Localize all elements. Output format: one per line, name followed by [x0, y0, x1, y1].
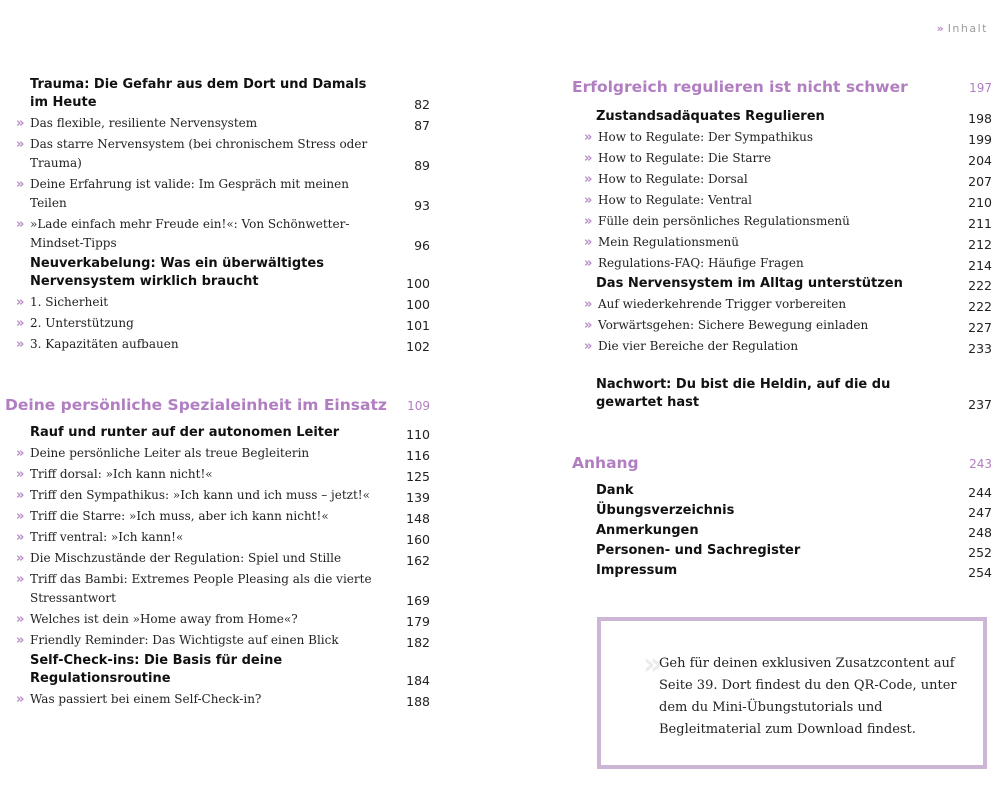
section-title: Erfolgreich regulieren ist nicht schwer [572, 78, 908, 96]
toc-entry [584, 212, 992, 231]
toc-entry-page: 227 [968, 320, 992, 335]
toc-entry-label: Deine Erfahrung ist valide: Im Gespräch mit meinen Teilen [30, 177, 349, 210]
toc-entry-text [16, 293, 382, 312]
info-box-text: Geh für deinen exklusiven Zusatzcontent auf Seite 39. Dort findest du den QR-Code, unter dem du Mini-Übungstutorials und Begleitmaterial zum Download findest. [659, 656, 957, 737]
chevron-icon: » [16, 488, 25, 503]
toc-group [572, 482, 992, 580]
toc-entry-page: 233 [968, 341, 992, 356]
toc-entry-text [584, 233, 944, 252]
toc-entry-text: Zustandsadäquates Regulieren [596, 109, 825, 124]
chevron-icon: » [16, 572, 25, 587]
toc-entry-text [16, 507, 382, 526]
chevron-icon: » [584, 151, 593, 166]
toc-entry [16, 444, 430, 463]
toc-entry-label: Mein Regulationsmenü [598, 235, 740, 249]
toc-entry-text [16, 175, 382, 213]
toc-entry-label: How to Regulate: Dorsal [598, 172, 748, 186]
toc-entry-text [16, 114, 382, 133]
toc-entry-label: Triff den Sympathikus: »Ich kann und ich muss – jetzt!« [30, 488, 370, 502]
toc-entry-label: How to Regulate: Ventral [598, 193, 752, 207]
chevron-icon: » [584, 256, 593, 271]
toc-entry-text [16, 335, 382, 354]
toc-entry-label: Deine persönliche Leiter als treue Begleiterin [30, 446, 310, 460]
toc-entry [16, 135, 430, 173]
toc-group [572, 108, 992, 356]
toc-entry-text: Trauma: Die Gefahr aus dem Dort und Damals im Heute [30, 77, 367, 110]
toc-group [0, 424, 430, 709]
toc-entry-text [584, 170, 944, 189]
toc-entry-label: Fülle dein persönliches Regulationsmenü [598, 214, 850, 228]
chevron-icon: » [16, 551, 25, 566]
toc-entry-nachwort [596, 376, 992, 412]
toc-entry-text [16, 314, 382, 333]
toc-entry [30, 424, 430, 442]
toc-entry-page: 116 [406, 448, 430, 463]
section-title: Anhang [572, 454, 639, 472]
toc-entry-label: Die Mischzustände der Regulation: Spiel und Stille [30, 551, 342, 565]
toc-entry-text: Impressum [596, 563, 678, 578]
toc-entry-text [584, 337, 944, 356]
toc-entry [16, 175, 430, 213]
toc-entry [584, 254, 992, 273]
toc-entry-label: Friendly Reminder: Das Wichtigste auf einen Blick [30, 633, 339, 647]
chevron-icon: » [16, 116, 25, 131]
toc-right-column [572, 78, 992, 582]
toc-entry-text [584, 316, 944, 335]
chevron-icon: » [584, 130, 593, 145]
toc-entry [30, 255, 430, 291]
toc-entry-text: Das Nervensystem im Alltag unterstützen [596, 276, 903, 291]
toc-entry [584, 128, 992, 147]
info-box [597, 617, 987, 769]
section-title: Deine persönliche Spezialeinheit im Einsatz [5, 396, 387, 414]
toc-entry-page: 101 [406, 318, 430, 333]
toc-entry-page: 100 [406, 276, 430, 291]
toc-entry-text: Nachwort: Du bist die Heldin, auf die du gewartet hast [596, 377, 891, 410]
toc-entry [596, 482, 992, 500]
toc-entry [596, 502, 992, 520]
toc-entry-page: 169 [406, 593, 430, 608]
toc-entry [16, 314, 430, 333]
toc-entry [584, 316, 992, 335]
chevron-icon: » [584, 172, 593, 187]
toc-entry-text [16, 215, 382, 253]
toc-entry-page: 179 [406, 614, 430, 629]
toc-entry-text [16, 444, 382, 463]
toc-entry-page: 254 [968, 565, 992, 580]
toc-left-column [0, 76, 430, 711]
chevron-icon: » [16, 692, 25, 707]
toc-entry-text [584, 295, 944, 314]
toc-entry-page: 93 [414, 198, 430, 213]
toc-entry [16, 486, 430, 505]
toc-entry-page: 199 [968, 132, 992, 147]
toc-entry-text [16, 486, 382, 505]
toc-entry-page: 125 [406, 469, 430, 484]
toc-entry [16, 293, 430, 312]
toc-entry-label: Vorwärtsgehen: Sichere Bewegung einladen [598, 318, 869, 332]
toc-entry-label: Das flexible, resiliente Nervensystem [30, 116, 258, 130]
toc-entry [596, 108, 992, 126]
toc-entry-text [16, 610, 382, 629]
toc-entry-text: Rauf und runter auf der autonomen Leiter [30, 425, 340, 440]
toc-entry [16, 465, 430, 484]
chevron-icon: » [584, 214, 593, 229]
toc-entry-page: 214 [968, 258, 992, 273]
toc-entry-page: 182 [406, 635, 430, 650]
chevron-icon: » [16, 446, 25, 461]
toc-entry-page: 248 [968, 525, 992, 540]
toc-entry [16, 507, 430, 526]
chevron-icon: » [16, 137, 25, 152]
chevron-icon: » [16, 633, 25, 648]
toc-entry-text [584, 212, 944, 231]
toc-entry-label: »Lade einfach mehr Freude ein!«: Von Schönwetter-Mindset-Tipps [30, 217, 350, 250]
toc-entry-label: Das starre Nervensystem (bei chronischem Stress oder Trauma) [30, 137, 368, 170]
toc-entry [584, 295, 992, 314]
toc-entry-page: 244 [968, 485, 992, 500]
toc-entry-page: 184 [406, 673, 430, 688]
toc-entry-page: 96 [414, 238, 430, 253]
toc-entry-label: Welches ist dein »Home away from Home«? [30, 612, 298, 626]
toc-entry-text [16, 465, 382, 484]
toc-entry [584, 191, 992, 210]
toc-group [0, 76, 430, 354]
toc-entry-label: Auf wiederkehrende Trigger vorbereiten [598, 297, 847, 311]
toc-entry-label: Was passiert bei einem Self-Check-in? [30, 692, 262, 706]
toc-entry-page: 247 [968, 505, 992, 520]
toc-entry [16, 114, 430, 133]
toc-entry-text: Personen- und Sachregister [596, 543, 801, 558]
toc-entry-text [16, 549, 382, 568]
toc-entry-page: 110 [406, 427, 430, 442]
toc-entry [584, 170, 992, 189]
toc-entry-text [16, 135, 382, 173]
toc-entry-label: 1. Sicherheit [30, 295, 109, 309]
toc-entry-label: Triff das Bambi: Extremes People Pleasing als die vierte Stressantwort [30, 572, 372, 605]
chevron-icon: » [16, 530, 25, 545]
toc-entry [16, 335, 430, 354]
toc-entry-text [584, 149, 944, 168]
chevron-icon: » [16, 295, 25, 310]
chevron-icon: » [16, 316, 25, 331]
toc-entry-page: 211 [968, 216, 992, 231]
toc-entry [30, 76, 430, 112]
chevron-icon: » [16, 217, 25, 232]
toc-entry [596, 562, 992, 580]
toc-entry [584, 337, 992, 356]
toc-entry-page: 252 [968, 545, 992, 560]
toc-entry [30, 652, 430, 688]
toc-entry-page: 82 [414, 97, 430, 112]
toc-entry-label: Triff die Starre: »Ich muss, aber ich kann nicht!« [30, 509, 329, 523]
toc-entry-page: 204 [968, 153, 992, 168]
toc-entry-text [584, 191, 944, 210]
toc-entry [596, 522, 992, 540]
toc-entry-page: 89 [414, 158, 430, 173]
toc-entry-page: 162 [406, 553, 430, 568]
toc-entry [16, 631, 430, 650]
toc-entry-text [16, 690, 382, 709]
chevron-icon: » [16, 467, 25, 482]
chevron-icon: » [584, 339, 593, 354]
toc-entry [584, 149, 992, 168]
toc-entry-text [16, 528, 382, 547]
toc-entry-page: 207 [968, 174, 992, 189]
toc-entry-page: 160 [406, 532, 430, 547]
toc-entry-label: Triff dorsal: »Ich kann nicht!« [30, 467, 213, 481]
toc-entry-page: 148 [406, 511, 430, 526]
chevron-icon: » [16, 509, 25, 524]
toc-entry-text: Self-Check-ins: Die Basis für deine Regulationsroutine [30, 653, 283, 686]
chevron-icon: » [584, 297, 593, 312]
toc-entry [16, 528, 430, 547]
chevron-icon: » [16, 612, 25, 627]
toc-entry-page: 188 [406, 694, 430, 709]
chevron-icon: » [16, 337, 25, 352]
toc-entry-label: Triff ventral: »Ich kann!« [30, 530, 184, 544]
toc-entry [16, 549, 430, 568]
chevron-icon: » [584, 235, 593, 250]
section-page-number: 109 [407, 399, 430, 413]
toc-entry-label: 3. Kapazitäten aufbauen [30, 337, 179, 351]
toc-entry-page: 212 [968, 237, 992, 252]
toc-entry-page: 198 [968, 111, 992, 126]
section-heading [572, 78, 992, 96]
toc-entry-text [584, 128, 944, 147]
toc-entry [596, 275, 992, 293]
section-page-number: 197 [969, 81, 992, 95]
toc-entry-text [16, 631, 382, 650]
toc-entry-page: 100 [406, 297, 430, 312]
section-heading [5, 396, 430, 414]
toc-entry [596, 542, 992, 560]
toc-entry-label: Regulations-FAQ: Häufige Fragen [598, 256, 804, 270]
toc-entry-text: Neuverkabelung: Was ein überwältigtes Nervensystem wirklich braucht [30, 256, 324, 289]
toc-entry-text: Übungsverzeichnis [596, 503, 735, 518]
toc-entry [16, 570, 430, 608]
toc-entry-text [584, 254, 944, 273]
toc-entry-label: How to Regulate: Der Sympathikus [598, 130, 813, 144]
chevron-icon: » [584, 193, 593, 208]
toc-entry [16, 215, 430, 253]
toc-entry-page: 237 [968, 397, 992, 412]
section-heading [572, 454, 992, 472]
toc-entry-page: 210 [968, 195, 992, 210]
toc-entry-text [16, 570, 382, 608]
running-head-label: Inhalt [947, 22, 988, 35]
running-head [937, 22, 988, 35]
toc-entry-text: Dank [596, 483, 634, 498]
toc-entry-page: 87 [414, 118, 430, 133]
toc-entry [16, 610, 430, 629]
toc-entry-label: Die vier Bereiche der Regulation [598, 339, 799, 353]
chevron-icon: » [936, 22, 944, 35]
toc-entry [584, 233, 992, 252]
toc-entry [16, 690, 430, 709]
chevron-icon: » [584, 318, 593, 333]
chevron-watermark-icon: » [643, 647, 663, 682]
toc-entry-label: 2. Unterstützung [30, 316, 134, 330]
toc-entry-label: How to Regulate: Die Starre [598, 151, 772, 165]
toc-entry-page: 139 [406, 490, 430, 505]
section-page-number: 243 [969, 457, 992, 471]
toc-entry-page: 222 [968, 278, 992, 293]
toc-entry-text: Anmerkungen [596, 523, 699, 538]
chevron-icon: » [16, 177, 25, 192]
toc-entry-page: 102 [406, 339, 430, 354]
toc-entry-page: 222 [968, 299, 992, 314]
